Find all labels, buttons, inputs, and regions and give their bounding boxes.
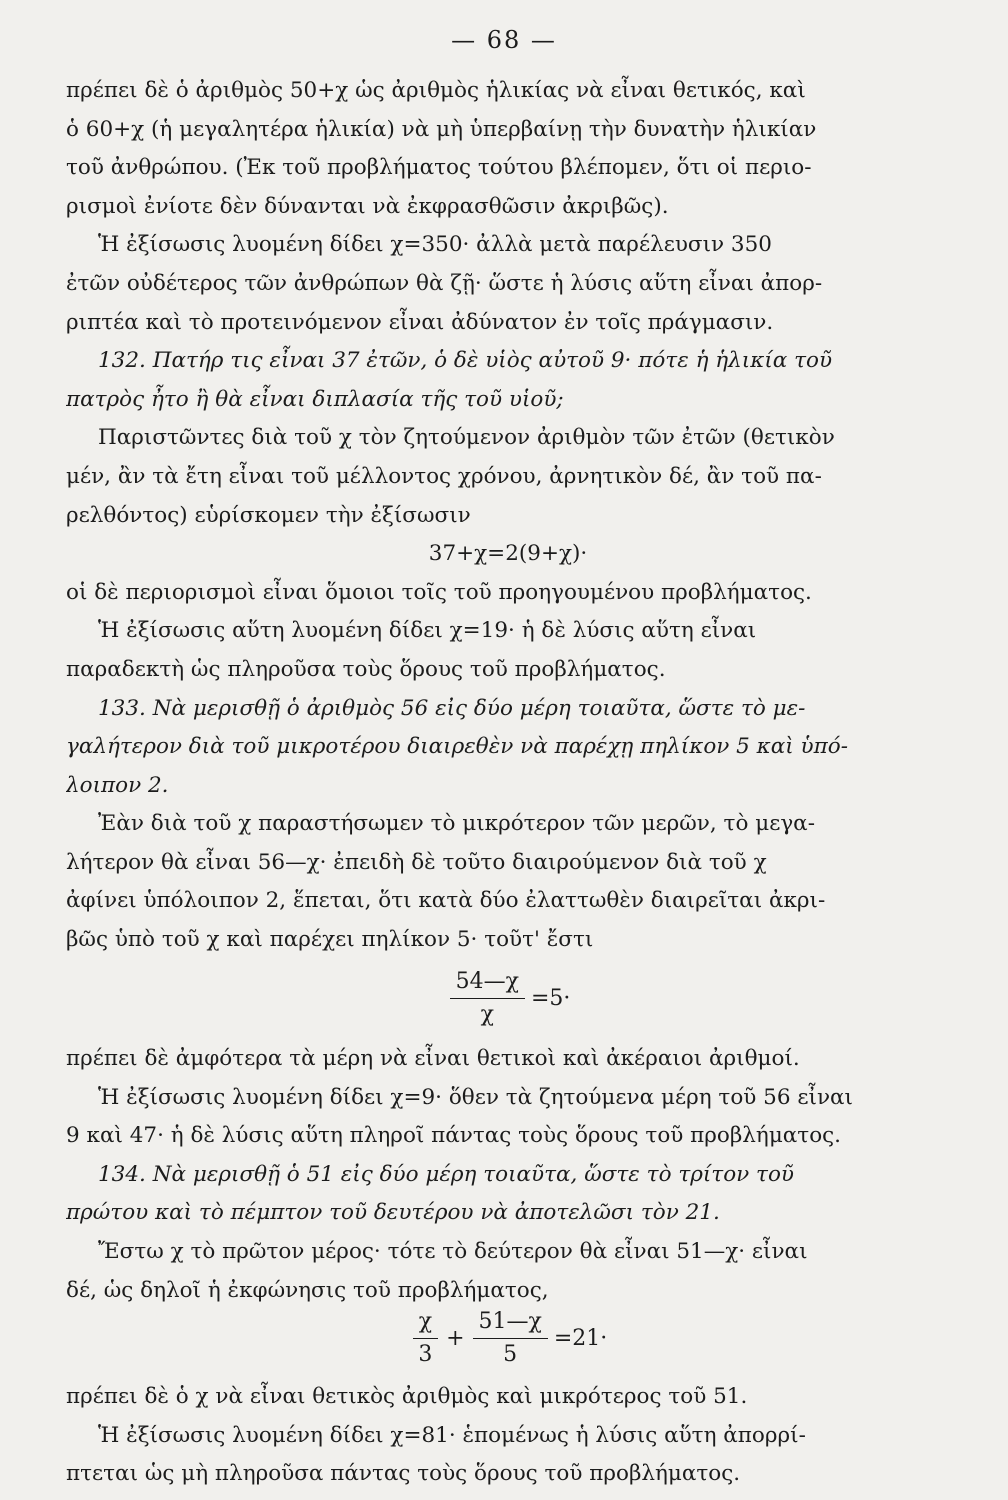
text-line: οἱ δὲ περιορισμοὶ εἶναι ὅμοιοι τοῖς τοῦ προηγουμένου προβλήματος. — [66, 579, 812, 605]
text-line: Ἡ ἐξίσωσις λυομένη δίδει χ=81· ἑπομένως ἡ λύσις αὕτη ἀπορρί- — [98, 1422, 806, 1448]
text-line: βῶς ὑπὸ τοῦ χ καὶ παρέχει πηλίκον 5· τοῦτ' ἔστι — [66, 927, 594, 953]
text-line: Ἡ ἐξίσωσις λυομένη δίδει χ=350· ἀλλὰ μετὰ παρέλευσιν 350 — [98, 232, 772, 258]
fraction — [413, 1308, 438, 1369]
text-line: πτεται ὡς μὴ πληροῦσα πάντας τοὺς ὅρους τοῦ προβλήματος. — [66, 1461, 741, 1487]
text-line: 37+χ=2(9+χ)· — [428, 541, 588, 567]
text-line: Παριστῶντες διὰ τοῦ χ τὸν ζητούμενον ἀριθμὸν τῶν ἐτῶν (θετικὸν — [98, 425, 835, 451]
text-line: παραδεκτὴ ὡς πληροῦσα τοὺς ὅρους τοῦ προβλήματος. — [66, 656, 666, 682]
text-line: Ἔστω χ τὸ πρῶτον μέρος· τότε τὸ δεύτερον θὰ εἶναι 51—χ· εἶναι — [98, 1238, 808, 1264]
text-block-2 — [66, 1040, 950, 1310]
text-line: ἀφίνει ὑπόλοιπον 2, ἕπεται, ὅτι κατὰ δύο ἐλαττωθὲν διαιρεῖται ἀκρι- — [66, 888, 826, 914]
text-line: πατρὸς ἦτο ἢ θὰ εἶναι διπλασία τῆς τοῦ υἱοῦ; — [66, 386, 564, 412]
text-line: δέ, ὡς δηλοῖ ἡ ἐκφώνησις τοῦ προβλήματος, — [66, 1277, 549, 1303]
text-line: ρελθόντος) εὑρίσκομεν τὴν ἐξίσωσιν — [66, 502, 471, 528]
text-line: λήτερον θὰ εἶναι 56—χ· ἐπειδὴ δὲ τοῦτο διαιρούμενον διὰ τοῦ χ — [66, 849, 767, 875]
text-line: πρέπει δὲ ὁ χ νὰ εἶναι θετικὸς ἀριθμὸς καὶ μικρότερος τοῦ 51. — [66, 1384, 748, 1409]
fraction — [450, 968, 525, 1029]
text-line: ἐτῶν οὐδέτερος τῶν ἀνθρώπων θὰ ζῇ· ὥστε ἡ λύσις αὕτη εἶναι ἀπορ- — [66, 270, 823, 296]
fraction-numerator: 54—χ — [450, 968, 525, 999]
text-line: Ἡ ἐξίσωσις αὕτη λυομένη δίδει χ=19· ἡ δὲ λύσις αὕτη εἶναι — [98, 618, 757, 644]
text-line: Ἡ ἐξίσωσις λυομένη δίδει χ=9· ὅθεν τὰ ζητούμενα μέρη τοῦ 56 εἶναι — [98, 1084, 853, 1110]
text-block-3 — [66, 1378, 950, 1494]
text-line: λοιπον 2. — [66, 772, 169, 798]
text-line: πρώτου καὶ τὸ πέμπτον τοῦ δευτέρου νὰ ἀποτελῶσι τὸν 21. — [66, 1200, 720, 1226]
text-line: πρέπει δὲ ἀμφότερα τὰ μέρη νὰ εἶναι θετικοὶ καὶ ἀκέραιοι ἀριθμοί. — [66, 1046, 800, 1071]
text-line: ὁ 60+χ (ἡ μεγαλητέρα ἡλικία) νὰ μὴ ὑπερβαίνῃ τὴν δυνατὴν ἡλικίαν — [66, 116, 817, 142]
text-line: γαλήτερον διὰ τοῦ μικροτέρου διαιρεθὲν νὰ παρέχῃ πηλίκον 5 καὶ ὑπό- — [66, 734, 848, 760]
text-line: Ἐὰν διὰ τοῦ χ παραστήσωμεν τὸ μικρότερον τῶν μερῶν, τὸ μεγα- — [98, 811, 815, 837]
plus-sign: + — [446, 1326, 465, 1351]
text-line: 132. Πατήρ τις εἶναι 37 ἐτῶν, ὁ δὲ υἱὸς αὐτοῦ 9· πότε ἡ ἡλικία τοῦ — [98, 348, 833, 374]
text-line: 9 καὶ 47· ἡ δὲ λύσις αὕτη πληροῖ πάντας τοὺς ὅρους τοῦ προβλήματος. — [66, 1123, 842, 1149]
text-line: 134. Νὰ μερισθῇ ὁ 51 εἰς δύο μέρη τοιαῦτα, ὥστε τὸ τρίτον τοῦ — [98, 1161, 794, 1187]
equation-rest: =21· — [553, 1326, 608, 1351]
text-line: τοῦ ἀνθρώπου. (Ἐκ τοῦ προβλήματος τούτου βλέπομεν, ὅτι οἱ περιο- — [66, 155, 812, 181]
fraction-numerator: 51—χ — [473, 1308, 548, 1339]
equation-fraction-2 — [66, 1308, 950, 1369]
equation-rest: =5· — [530, 986, 571, 1011]
fraction-denominator: 5 — [503, 1342, 518, 1367]
text-line: 133. Νὰ μερισθῇ ὁ ἀριθμὸς 56 εἰς δύο μέρη τοιαῦτα, ὥστε τὸ με- — [98, 695, 806, 721]
equation-fraction-1 — [66, 968, 950, 1029]
text-line: ρισμοὶ ἐνίοτε δὲν δύνανται νὰ ἐκφρασθῶσιν ἀκριβῶς). — [66, 193, 669, 219]
fraction — [473, 1308, 548, 1369]
text-line: πρέπει δὲ ὁ ἀριθμὸς 50+χ ὡς ἀριθμὸς ἡλικίας νὰ εἶναι θετικός, καὶ — [66, 78, 806, 103]
text-line: ριπτέα καὶ τὸ προτεινόμενον εἶναι ἀδύνατον ἐν τοῖς πράγμασιν. — [66, 309, 774, 335]
fraction-denominator: 3 — [418, 1342, 433, 1367]
fraction-denominator: χ — [480, 1002, 494, 1027]
text-block-1 — [66, 72, 950, 960]
page-number: — 68 — — [451, 26, 557, 54]
text-line: μέν, ἂν τὰ ἔτη εἶναι τοῦ μέλλοντος χρόνου, ἀρνητικὸν δέ, ἂν τοῦ πα- — [66, 463, 822, 489]
fraction-numerator: χ — [413, 1308, 438, 1339]
